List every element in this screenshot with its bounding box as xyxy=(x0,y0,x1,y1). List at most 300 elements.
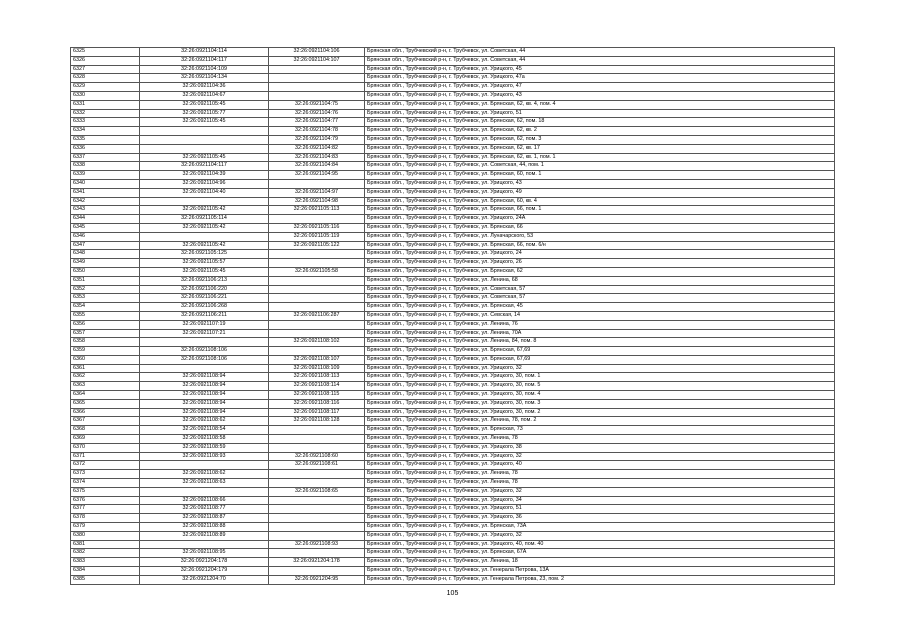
row-number-cell: 6338 xyxy=(71,162,140,171)
address-cell: Брянская обл., Трубчевский р-н, г. Трубчевск, ул. Брянская, 73А xyxy=(365,523,835,532)
table-row xyxy=(71,567,835,576)
table-row xyxy=(71,259,835,268)
parent-number-cell: 32:26:0921105:58 xyxy=(269,267,365,276)
row-number-cell: 6378 xyxy=(71,514,140,523)
row-number-cell: 6377 xyxy=(71,505,140,514)
parent-number-cell: 32:26:0921108:114 xyxy=(269,382,365,391)
parent-number-cell xyxy=(269,347,365,356)
address-cell: Брянская обл., Трубчевский р-н, г. Трубчевск, ул. Брянская, 66, пом. 6/н xyxy=(365,241,835,250)
row-number-cell: 6334 xyxy=(71,127,140,136)
table-row xyxy=(71,250,835,259)
parent-number-cell xyxy=(269,514,365,523)
table-row xyxy=(71,109,835,118)
cadastral-number-cell: 32:26:0921108:54 xyxy=(140,426,269,435)
parent-number-cell xyxy=(269,549,365,558)
parent-number-cell: 32:26:0921108:102 xyxy=(269,338,365,347)
parent-number-cell: 32:26:0921108:60 xyxy=(269,452,365,461)
address-cell: Брянская обл., Трубчевский р-н, г. Трубчевск, ул. Брянская, 62, пом. 3 xyxy=(365,135,835,144)
table-row xyxy=(71,461,835,470)
parent-number-cell: 32:26:0921108:116 xyxy=(269,399,365,408)
address-cell: Брянская обл., Трубчевский р-н, г. Трубчевск, ул. Урицкого, 30, пом. 5 xyxy=(365,382,835,391)
parent-number-cell: 32:26:0921104:83 xyxy=(269,153,365,162)
row-number-cell: 6343 xyxy=(71,206,140,215)
row-number-cell: 6352 xyxy=(71,285,140,294)
address-cell: Брянская обл., Трубчевский р-н, г. Трубчевск, ул. Советская, 57 xyxy=(365,294,835,303)
parent-number-cell xyxy=(269,179,365,188)
parent-number-cell xyxy=(269,259,365,268)
table-row xyxy=(71,232,835,241)
row-number-cell: 6364 xyxy=(71,391,140,400)
parent-number-cell xyxy=(269,294,365,303)
address-cell: Брянская обл., Трубчевский р-н, г. Трубчевск, ул. Урицкого, 38 xyxy=(365,443,835,452)
cadastral-number-cell: 32:26:0921104:117 xyxy=(140,56,269,65)
table-row xyxy=(71,285,835,294)
cadastral-number-cell: 32:26:0921204:179 xyxy=(140,567,269,576)
parent-number-cell xyxy=(269,523,365,532)
table-row xyxy=(71,523,835,532)
cadastral-number-cell: 32:26:0921105:45 xyxy=(140,100,269,109)
address-cell: Брянская обл., Трубчевский р-н, г. Трубчевск, ул. Ленина, 78 xyxy=(365,479,835,488)
row-number-cell: 6353 xyxy=(71,294,140,303)
cadastral-number-cell: 32:26:0921105:114 xyxy=(140,215,269,224)
cadastral-number-cell: 32:26:0921108:58 xyxy=(140,435,269,444)
row-number-cell: 6336 xyxy=(71,144,140,153)
cadastral-number-cell: 32:26:0921108:66 xyxy=(140,496,269,505)
parent-number-cell: 32:26:0921104:95 xyxy=(269,171,365,180)
cadastral-number-cell: 32:26:0921104:39 xyxy=(140,171,269,180)
row-number-cell: 6376 xyxy=(71,496,140,505)
row-number-cell: 6346 xyxy=(71,232,140,241)
parent-number-cell: 32:26:0921104:77 xyxy=(269,118,365,127)
address-cell: Брянская обл., Трубчевский р-н, г. Трубчевск, ул. Урицкого, 47а xyxy=(365,74,835,83)
row-number-cell: 6345 xyxy=(71,223,140,232)
address-cell: Брянская обл., Трубчевский р-н, г. Трубчевск, ул. Луначарского, 53 xyxy=(365,232,835,241)
cadastral-number-cell: 32:26:0921106:213 xyxy=(140,276,269,285)
cadastral-number-cell: 32:26:0921108:62 xyxy=(140,417,269,426)
parent-number-cell: 32:26:0921104:98 xyxy=(269,197,365,206)
parent-number-cell xyxy=(269,320,365,329)
row-number-cell: 6384 xyxy=(71,567,140,576)
parent-number-cell xyxy=(269,91,365,100)
cadastral-number-cell xyxy=(140,127,269,136)
parent-number-cell xyxy=(269,470,365,479)
address-cell: Брянская обл., Трубчевский р-н, г. Трубчевск, ул. Урицкого, 30, пом. 2 xyxy=(365,408,835,417)
cadastral-number-cell xyxy=(140,197,269,206)
parent-number-cell: 32:26:0921108:107 xyxy=(269,355,365,364)
parent-number-cell: 32:26:0921104:75 xyxy=(269,100,365,109)
parent-number-cell: 32:26:0921104:97 xyxy=(269,188,365,197)
row-number-cell: 6327 xyxy=(71,65,140,74)
address-cell: Брянская обл., Трубчевский р-н, г. Трубчевск, ул. Урицкого, 32 xyxy=(365,531,835,540)
cadastral-number-cell: 32:26:0921108:94 xyxy=(140,373,269,382)
parent-number-cell xyxy=(269,74,365,83)
row-number-cell: 6380 xyxy=(71,531,140,540)
row-number-cell: 6335 xyxy=(71,135,140,144)
address-cell: Брянская обл., Трубчевский р-н, г. Трубчевск, ул. Ленина, 78, пом. 2 xyxy=(365,417,835,426)
address-cell: Брянская обл., Трубчевский р-н, г. Трубчевск, ул. Урицкого, 32 xyxy=(365,452,835,461)
parent-number-cell: 32:26:0921108:115 xyxy=(269,391,365,400)
table-row xyxy=(71,215,835,224)
parent-number-cell xyxy=(269,65,365,74)
row-number-cell: 6359 xyxy=(71,347,140,356)
cadastral-number-cell: 32:26:0921105:45 xyxy=(140,153,269,162)
cadastral-number-cell: 32:26:0921107:19 xyxy=(140,320,269,329)
parent-number-cell xyxy=(269,250,365,259)
cadastral-number-cell: 32:26:0921108:88 xyxy=(140,523,269,532)
parent-number-cell: 32:26:0921105:122 xyxy=(269,241,365,250)
address-cell: Брянская обл., Трубчевский р-н, г. Трубчевск, ул. Генерала Петрова, 13А xyxy=(365,567,835,576)
parent-number-cell: 32:26:0921104:82 xyxy=(269,144,365,153)
address-cell: Брянская обл., Трубчевский р-н, г. Трубчевск, ул. Брянская, 66, пом. 1 xyxy=(365,206,835,215)
cadastral-number-cell xyxy=(140,232,269,241)
address-cell: Брянская обл., Трубчевский р-н, г. Трубчевск, ул. Ленина, 70А xyxy=(365,329,835,338)
parent-number-cell: 32:26:0921106:287 xyxy=(269,311,365,320)
cadastral-number-cell: 32:26:0921108:95 xyxy=(140,549,269,558)
row-number-cell: 6383 xyxy=(71,558,140,567)
table-row xyxy=(71,118,835,127)
parent-number-cell xyxy=(269,435,365,444)
address-cell: Брянская обл., Трубчевский р-н, г. Трубчевск, ул. Ленина, 76 xyxy=(365,320,835,329)
address-cell: Брянская обл., Трубчевский р-н, г. Трубчевск, ул. Урицкого, 43 xyxy=(365,179,835,188)
cadastral-table xyxy=(70,47,835,585)
cadastral-number-cell: 32:26:0921104:96 xyxy=(140,179,269,188)
row-number-cell: 6362 xyxy=(71,373,140,382)
cadastral-number-cell: 32:26:0921108:89 xyxy=(140,531,269,540)
cadastral-number-cell: 32:26:0921204:178 xyxy=(140,558,269,567)
table-row xyxy=(71,470,835,479)
address-cell: Брянская обл., Трубчевский р-н, г. Трубчевск, ул. Урицкого, 30, пом. 4 xyxy=(365,391,835,400)
table-row xyxy=(71,549,835,558)
row-number-cell: 6332 xyxy=(71,109,140,118)
parent-number-cell xyxy=(269,215,365,224)
address-cell: Брянская обл., Трубчевский р-н, г. Трубчевск, ул. Урицкого, 51 xyxy=(365,505,835,514)
row-number-cell: 6355 xyxy=(71,311,140,320)
row-number-cell: 6331 xyxy=(71,100,140,109)
address-cell: Брянская обл., Трубчевский р-н, г. Трубчевск, ул. Урицкого, 36 xyxy=(365,514,835,523)
cadastral-number-cell: 32:26:0921104:36 xyxy=(140,83,269,92)
table-row xyxy=(71,135,835,144)
table-row xyxy=(71,83,835,92)
cadastral-number-cell xyxy=(140,135,269,144)
address-cell: Брянская обл., Трубчевский р-н, г. Трубчевск, ул. Урицкого, 32 xyxy=(365,364,835,373)
address-cell: Брянская обл., Трубчевский р-н, г. Трубчевск, ул. Брянская, 62 xyxy=(365,267,835,276)
parent-number-cell xyxy=(269,505,365,514)
address-cell: Брянская обл., Трубчевский р-н, г. Трубчевск, ул. Ленина, 84, пом. 8 xyxy=(365,338,835,347)
row-number-cell: 6344 xyxy=(71,215,140,224)
table-row xyxy=(71,496,835,505)
address-cell: Брянская обл., Трубчевский р-н, г. Трубчевск, ул. Брянская, 62, кв. 1, пом. 1 xyxy=(365,153,835,162)
address-cell: Брянская обл., Трубчевский р-н, г. Трубчевск, ул. Брянская, 66 xyxy=(365,223,835,232)
table-row xyxy=(71,435,835,444)
cadastral-number-cell: 32:26:0921104:117 xyxy=(140,162,269,171)
row-number-cell: 6341 xyxy=(71,188,140,197)
table-row xyxy=(71,311,835,320)
table-row xyxy=(71,56,835,65)
row-number-cell: 6348 xyxy=(71,250,140,259)
address-cell: Брянская обл., Трубчевский р-н, г. Трубчевск, ул. Брянская, 67,69 xyxy=(365,347,835,356)
address-cell: Брянская обл., Трубчевский р-н, г. Трубчевск, ул. Советская, 57 xyxy=(365,285,835,294)
address-cell: Брянская обл., Трубчевский р-н, г. Трубчевск, ул. Брянская, 60, пом. 1 xyxy=(365,171,835,180)
parent-number-cell: 32:26:0921204:95 xyxy=(269,575,365,584)
cadastral-number-cell: 32:26:0921105:42 xyxy=(140,206,269,215)
row-number-cell: 6358 xyxy=(71,338,140,347)
address-cell: Брянская обл., Трубчевский р-н, г. Трубчевск, ул. Урицкого, 51 xyxy=(365,109,835,118)
row-number-cell: 6372 xyxy=(71,461,140,470)
address-cell: Брянская обл., Трубчевский р-н, г. Трубчевск, ул. Урицкого, 30, пом. 3 xyxy=(365,399,835,408)
address-cell: Брянская обл., Трубчевский р-н, г. Трубчевск, ул. Урицкого, 40, пом. 40 xyxy=(365,540,835,549)
row-number-cell: 6354 xyxy=(71,303,140,312)
table-row xyxy=(71,100,835,109)
parent-number-cell: 32:26:0921204:178 xyxy=(269,558,365,567)
row-number-cell: 6361 xyxy=(71,364,140,373)
address-cell: Брянская обл., Трубчевский р-н, г. Трубчевск, ул. Урицкого, 26 xyxy=(365,259,835,268)
row-number-cell: 6363 xyxy=(71,382,140,391)
parent-number-cell: 32:26:0921104:84 xyxy=(269,162,365,171)
table-body xyxy=(71,48,835,585)
parent-number-cell: 32:26:0921105:116 xyxy=(269,223,365,232)
row-number-cell: 6356 xyxy=(71,320,140,329)
cadastral-number-cell: 32:26:0921108:77 xyxy=(140,505,269,514)
table-row xyxy=(71,188,835,197)
address-cell: Брянская обл., Трубчевский р-н, г. Трубчевск, ул. Ленина, 68 xyxy=(365,276,835,285)
address-cell: Брянская обл., Трубчевский р-н, г. Трубчевск, ул. Урицкого, 45 xyxy=(365,65,835,74)
row-number-cell: 6385 xyxy=(71,575,140,584)
table-row xyxy=(71,267,835,276)
row-number-cell: 6329 xyxy=(71,83,140,92)
address-cell: Брянская обл., Трубчевский р-н, г. Трубчевск, ул. Урицкого, 49 xyxy=(365,188,835,197)
table-row xyxy=(71,320,835,329)
row-number-cell: 6337 xyxy=(71,153,140,162)
parent-number-cell: 32:26:0921105:119 xyxy=(269,232,365,241)
address-cell: Брянская обл., Трубчевский р-н, г. Трубчевск, ул. Брянская, 73 xyxy=(365,426,835,435)
address-cell: Брянская обл., Трубчевский р-н, г. Трубчевск, ул. Советская, 44 xyxy=(365,48,835,57)
address-cell: Брянская обл., Трубчевский р-н, г. Трубчевск, ул. Севская, 14 xyxy=(365,311,835,320)
cadastral-number-cell: 32:26:0921104:40 xyxy=(140,188,269,197)
cadastral-number-cell: 32:26:0921108:93 xyxy=(140,452,269,461)
row-number-cell: 6381 xyxy=(71,540,140,549)
table-row xyxy=(71,162,835,171)
parent-number-cell: 32:26:0921108:93 xyxy=(269,540,365,549)
row-number-cell: 6350 xyxy=(71,267,140,276)
table-row xyxy=(71,531,835,540)
parent-number-cell xyxy=(269,285,365,294)
address-cell: Брянская обл., Трубчевский р-н, г. Трубчевск, ул. Урицкого, 40 xyxy=(365,461,835,470)
row-number-cell: 6339 xyxy=(71,171,140,180)
table-row xyxy=(71,294,835,303)
row-number-cell: 6351 xyxy=(71,276,140,285)
page-number: 105 xyxy=(446,590,459,597)
cadastral-number-cell: 32:26:0921104:67 xyxy=(140,91,269,100)
cadastral-number-cell: 32:26:0921105:125 xyxy=(140,250,269,259)
row-number-cell: 6379 xyxy=(71,523,140,532)
table-row xyxy=(71,206,835,215)
table-row xyxy=(71,171,835,180)
table-row xyxy=(71,179,835,188)
table-row xyxy=(71,276,835,285)
row-number-cell: 6369 xyxy=(71,435,140,444)
table-row xyxy=(71,575,835,584)
parent-number-cell: 32:26:0921104:79 xyxy=(269,135,365,144)
parent-number-cell xyxy=(269,496,365,505)
table-row xyxy=(71,426,835,435)
cadastral-number-cell xyxy=(140,144,269,153)
parent-number-cell xyxy=(269,276,365,285)
table-row xyxy=(71,197,835,206)
cadastral-number-cell: 32:26:0921106:221 xyxy=(140,294,269,303)
table-row xyxy=(71,399,835,408)
parent-number-cell: 32:26:0921108:117 xyxy=(269,408,365,417)
cadastral-number-cell: 32:26:0921105:42 xyxy=(140,223,269,232)
cadastral-number-cell: 32:26:0921105:42 xyxy=(140,241,269,250)
table-row xyxy=(71,479,835,488)
parent-number-cell xyxy=(269,531,365,540)
parent-number-cell xyxy=(269,303,365,312)
cadastral-number-cell: 32:26:0921204:70 xyxy=(140,575,269,584)
row-number-cell: 6374 xyxy=(71,479,140,488)
cadastral-number-cell: 32:26:0921108:94 xyxy=(140,382,269,391)
row-number-cell: 6375 xyxy=(71,487,140,496)
parent-number-cell xyxy=(269,426,365,435)
table-row xyxy=(71,65,835,74)
cadastral-number-cell: 32:26:0921105:45 xyxy=(140,118,269,127)
table-row xyxy=(71,338,835,347)
row-number-cell: 6370 xyxy=(71,443,140,452)
cadastral-number-cell xyxy=(140,338,269,347)
parent-number-cell: 32:26:0921104:76 xyxy=(269,109,365,118)
cadastral-number-cell: 32:26:0921104:114 xyxy=(140,48,269,57)
address-cell: Брянская обл., Трубчевский р-н, г. Трубчевск, ул. Ленина, 78 xyxy=(365,470,835,479)
cadastral-number-cell: 32:26:0921104:109 xyxy=(140,65,269,74)
row-number-cell: 6360 xyxy=(71,355,140,364)
address-cell: Брянская обл., Трубчевский р-н, г. Трубчевск, ул. Генерала Петрова, 23, пом. 2 xyxy=(365,575,835,584)
table-row xyxy=(71,241,835,250)
row-number-cell: 6349 xyxy=(71,259,140,268)
table-row xyxy=(71,329,835,338)
table-row xyxy=(71,505,835,514)
table-row xyxy=(71,514,835,523)
parent-number-cell: 32:26:0921104:106 xyxy=(269,48,365,57)
row-number-cell: 6326 xyxy=(71,56,140,65)
address-cell: Брянская обл., Трубчевский р-н, г. Трубчевск, ул. Брянская, 62, кв. 4, пом. 4 xyxy=(365,100,835,109)
parent-number-cell xyxy=(269,567,365,576)
cadastral-number-cell: 32:26:0921104:134 xyxy=(140,74,269,83)
table-row xyxy=(71,223,835,232)
cadastral-number-cell: 32:26:0921108:59 xyxy=(140,443,269,452)
cadastral-number-cell: 32:26:0921108:94 xyxy=(140,391,269,400)
cadastral-number-cell xyxy=(140,364,269,373)
cadastral-number-cell xyxy=(140,540,269,549)
cadastral-number-cell: 32:26:0921107:21 xyxy=(140,329,269,338)
parent-number-cell: 32:26:0921108:65 xyxy=(269,487,365,496)
address-cell: Брянская обл., Трубчевский р-н, г. Трубчевск, ул. Брянская, 62, кв. 17 xyxy=(365,144,835,153)
address-cell: Брянская обл., Трубчевский р-н, г. Трубчевск, ул. Урицкого, 24А xyxy=(365,215,835,224)
cadastral-number-cell: 32:26:0921106:268 xyxy=(140,303,269,312)
row-number-cell: 6357 xyxy=(71,329,140,338)
table-row xyxy=(71,74,835,83)
address-cell: Брянская обл., Трубчевский р-н, г. Трубчевск, ул. Советская, 44 xyxy=(365,56,835,65)
cadastral-number-cell: 32:26:0921105:45 xyxy=(140,267,269,276)
table-row xyxy=(71,443,835,452)
address-cell: Брянская обл., Трубчевский р-н, г. Трубчевск, ул. Урицкого, 30, пом. 1 xyxy=(365,373,835,382)
table-row xyxy=(71,558,835,567)
row-number-cell: 6368 xyxy=(71,426,140,435)
parent-number-cell xyxy=(269,443,365,452)
cadastral-number-cell: 32:26:0921106:220 xyxy=(140,285,269,294)
row-number-cell: 6342 xyxy=(71,197,140,206)
cadastral-number-cell: 32:26:0921106:211 xyxy=(140,311,269,320)
row-number-cell: 6340 xyxy=(71,179,140,188)
cadastral-number-cell: 32:26:0921105:77 xyxy=(140,109,269,118)
row-number-cell: 6367 xyxy=(71,417,140,426)
table-row xyxy=(71,391,835,400)
address-cell: Брянская обл., Трубчевский р-н, г. Трубчевск, ул. Брянская, 67А xyxy=(365,549,835,558)
table-row xyxy=(71,373,835,382)
row-number-cell: 6328 xyxy=(71,74,140,83)
row-number-cell: 6365 xyxy=(71,399,140,408)
parent-number-cell xyxy=(269,329,365,338)
table-row xyxy=(71,127,835,136)
cadastral-number-cell: 32:26:0921108:87 xyxy=(140,514,269,523)
address-cell: Брянская обл., Трубчевский р-н, г. Трубчевск, ул. Урицкого, 32 xyxy=(365,487,835,496)
parent-number-cell xyxy=(269,83,365,92)
address-cell: Брянская обл., Трубчевский р-н, г. Трубчевск, ул. Урицкого, 43 xyxy=(365,91,835,100)
table-row xyxy=(71,355,835,364)
parent-number-cell: 32:26:0921108:109 xyxy=(269,364,365,373)
table-row xyxy=(71,452,835,461)
row-number-cell: 6347 xyxy=(71,241,140,250)
address-cell: Брянская обл., Трубчевский р-н, г. Трубчевск, ул. Брянская, 60, кв. 4 xyxy=(365,197,835,206)
parent-number-cell: 32:26:0921108:61 xyxy=(269,461,365,470)
cadastral-number-cell: 32:26:0921108:106 xyxy=(140,347,269,356)
parent-number-cell: 32:26:0921108:128 xyxy=(269,417,365,426)
address-cell: Брянская обл., Трубчевский р-н, г. Трубчевск, ул. Урицкого, 24 xyxy=(365,250,835,259)
parent-number-cell: 32:26:0921108:113 xyxy=(269,373,365,382)
parent-number-cell xyxy=(269,479,365,488)
row-number-cell: 6373 xyxy=(71,470,140,479)
address-cell: Брянская обл., Трубчевский р-н, г. Трубчевск, ул. Ленина, 78 xyxy=(365,435,835,444)
address-cell: Брянская обл., Трубчевский р-н, г. Трубчевск, ул. Брянская, 62, кв. 2 xyxy=(365,127,835,136)
table-row xyxy=(71,144,835,153)
table-row xyxy=(71,487,835,496)
parent-number-cell: 32:26:0921104:78 xyxy=(269,127,365,136)
address-cell: Брянская обл., Трубчевский р-н, г. Трубчевск, ул. Советская, 44, пом. 1 xyxy=(365,162,835,171)
cadastral-number-cell xyxy=(140,461,269,470)
address-cell: Брянская обл., Трубчевский р-н, г. Трубчевск, ул. Урицкого, 34 xyxy=(365,496,835,505)
cadastral-number-cell: 32:26:0921108:63 xyxy=(140,479,269,488)
parent-number-cell: 32:26:0921105:113 xyxy=(269,206,365,215)
row-number-cell: 6382 xyxy=(71,549,140,558)
cadastral-number-cell: 32:26:0921105:57 xyxy=(140,259,269,268)
row-number-cell: 6325 xyxy=(71,48,140,57)
address-cell: Брянская обл., Трубчевский р-н, г. Трубчевск, ул. Урицкого, 47 xyxy=(365,83,835,92)
cadastral-number-cell: 32:26:0921108:94 xyxy=(140,399,269,408)
table-row xyxy=(71,91,835,100)
table-row xyxy=(71,417,835,426)
address-cell: Брянская обл., Трубчевский р-н, г. Трубчевск, ул. Брянская, 62, пом. 18 xyxy=(365,118,835,127)
address-cell: Брянская обл., Трубчевский р-н, г. Трубчевск, ул. Брянская, 67,69 xyxy=(365,355,835,364)
cadastral-number-cell xyxy=(140,487,269,496)
address-cell: Брянская обл., Трубчевский р-н, г. Трубчевск, ул. Ленина, 18 xyxy=(365,558,835,567)
parent-number-cell: 32:26:0921104:107 xyxy=(269,56,365,65)
cadastral-number-cell: 32:26:0921108:94 xyxy=(140,408,269,417)
table-row xyxy=(71,364,835,373)
cadastral-number-cell: 32:26:0921108:106 xyxy=(140,355,269,364)
cadastral-number-cell: 32:26:0921108:62 xyxy=(140,470,269,479)
table-row xyxy=(71,347,835,356)
table-row xyxy=(71,303,835,312)
row-number-cell: 6333 xyxy=(71,118,140,127)
row-number-cell: 6366 xyxy=(71,408,140,417)
